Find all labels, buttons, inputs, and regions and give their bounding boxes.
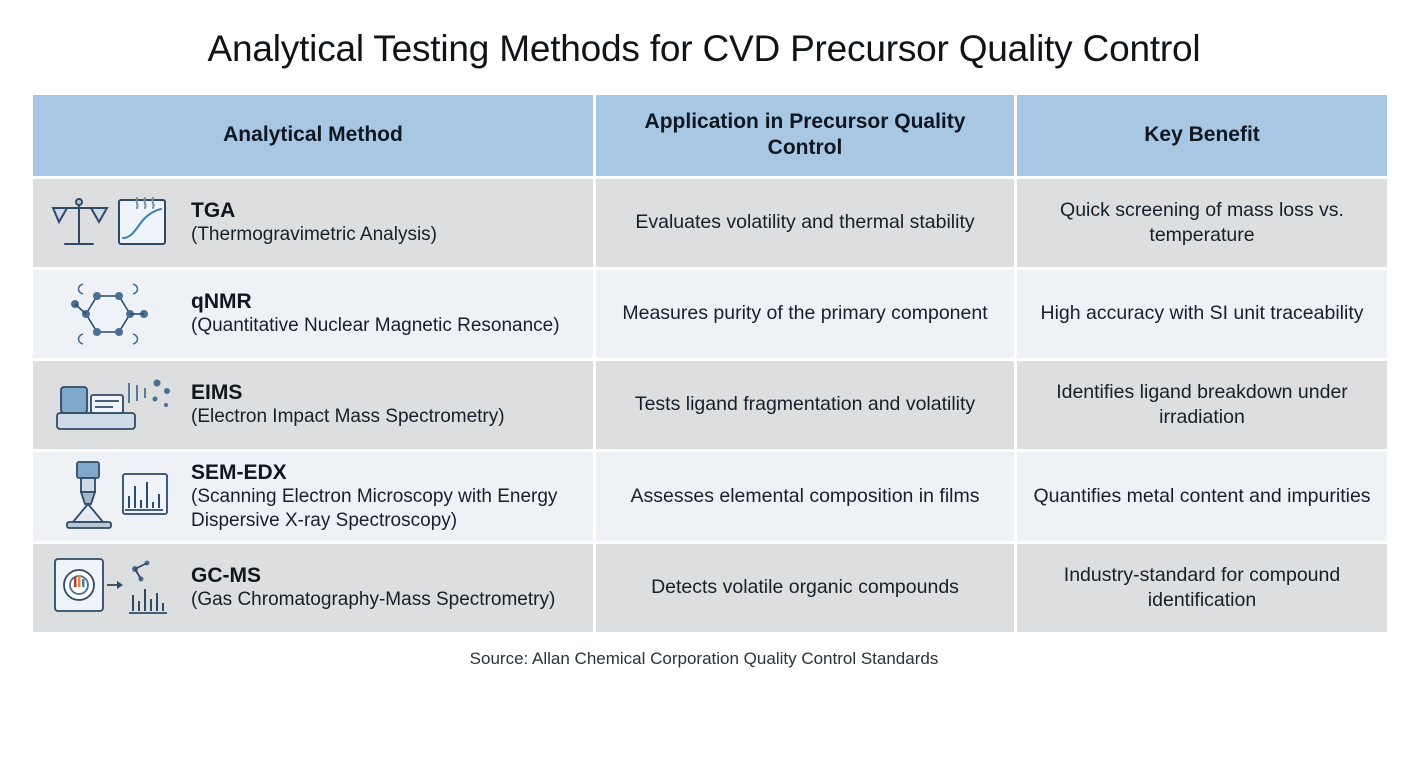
source-note: Source: Allan Chemical Corporation Quality Control Standards (469, 648, 939, 668)
electron-microscope-spectrum-icon (47, 460, 177, 532)
method-abbr: GC-MS (191, 564, 261, 587)
method-full-name: (Electron Impact Mass Spectrometry) (191, 406, 505, 428)
method-full-name: (Gas Chromatography-Mass Spectrometry) (191, 589, 556, 611)
benefit-cell: High accuracy with SI unit traceability (1017, 270, 1387, 358)
method-cell (33, 452, 593, 541)
column-header-application: Application in Precursor Quality Control (596, 95, 1014, 176)
balance-scale-and-curve-chart-icon (47, 187, 177, 259)
benefit-cell: Identifies ligand breakdown under irradiation (1017, 361, 1387, 449)
table-row (33, 361, 1387, 449)
table-row (33, 544, 1387, 632)
application-cell: Assesses elemental composition in films (596, 452, 1014, 541)
method-abbr: EIMS (191, 380, 243, 404)
table-row (33, 270, 1387, 358)
benefit-cell: Quick screening of mass loss vs. temperature (1017, 179, 1387, 267)
application-cell: Tests ligand fragmentation and volatility (596, 361, 1014, 449)
method-cell (33, 544, 593, 632)
methods-table (30, 92, 1390, 635)
method-cell (33, 270, 593, 358)
application-cell: Measures purity of the primary component (596, 270, 1014, 358)
chromatograph-to-spectrum-icon (47, 552, 177, 624)
application-cell: Detects volatile organic compounds (596, 544, 1014, 632)
method-full-name: (Quantitative Nuclear Magnetic Resonance) (191, 315, 560, 337)
method-cell (33, 361, 593, 449)
benefit-cell: Quantifies metal content and impurities (1017, 452, 1387, 541)
method-full-name: (Scanning Electron Microscopy with Energy Dispersive X-ray Spectroscopy) (191, 485, 558, 531)
benefit-cell: Industry-standard for compound identification (1017, 544, 1387, 632)
method-abbr: qNMR (191, 289, 252, 313)
molecule-ring-nmr-icon (47, 278, 177, 350)
table-row (33, 452, 1387, 541)
table-header-row (33, 95, 1387, 176)
method-cell (33, 179, 593, 267)
application-cell: Evaluates volatility and thermal stability (596, 179, 1014, 267)
method-abbr: SEM-EDX (191, 460, 287, 484)
method-abbr: TGA (191, 198, 236, 222)
table-row (33, 179, 1387, 267)
mass-spectrometer-fragmentation-icon (47, 369, 177, 441)
page-title: Analytical Testing Methods for CVD Precursor Quality Control (207, 28, 1201, 69)
column-header-method: Analytical Method (33, 95, 593, 176)
column-header-benefit: Key Benefit (1017, 95, 1387, 176)
method-full-name: (Thermogravimetric Analysis) (191, 224, 437, 246)
